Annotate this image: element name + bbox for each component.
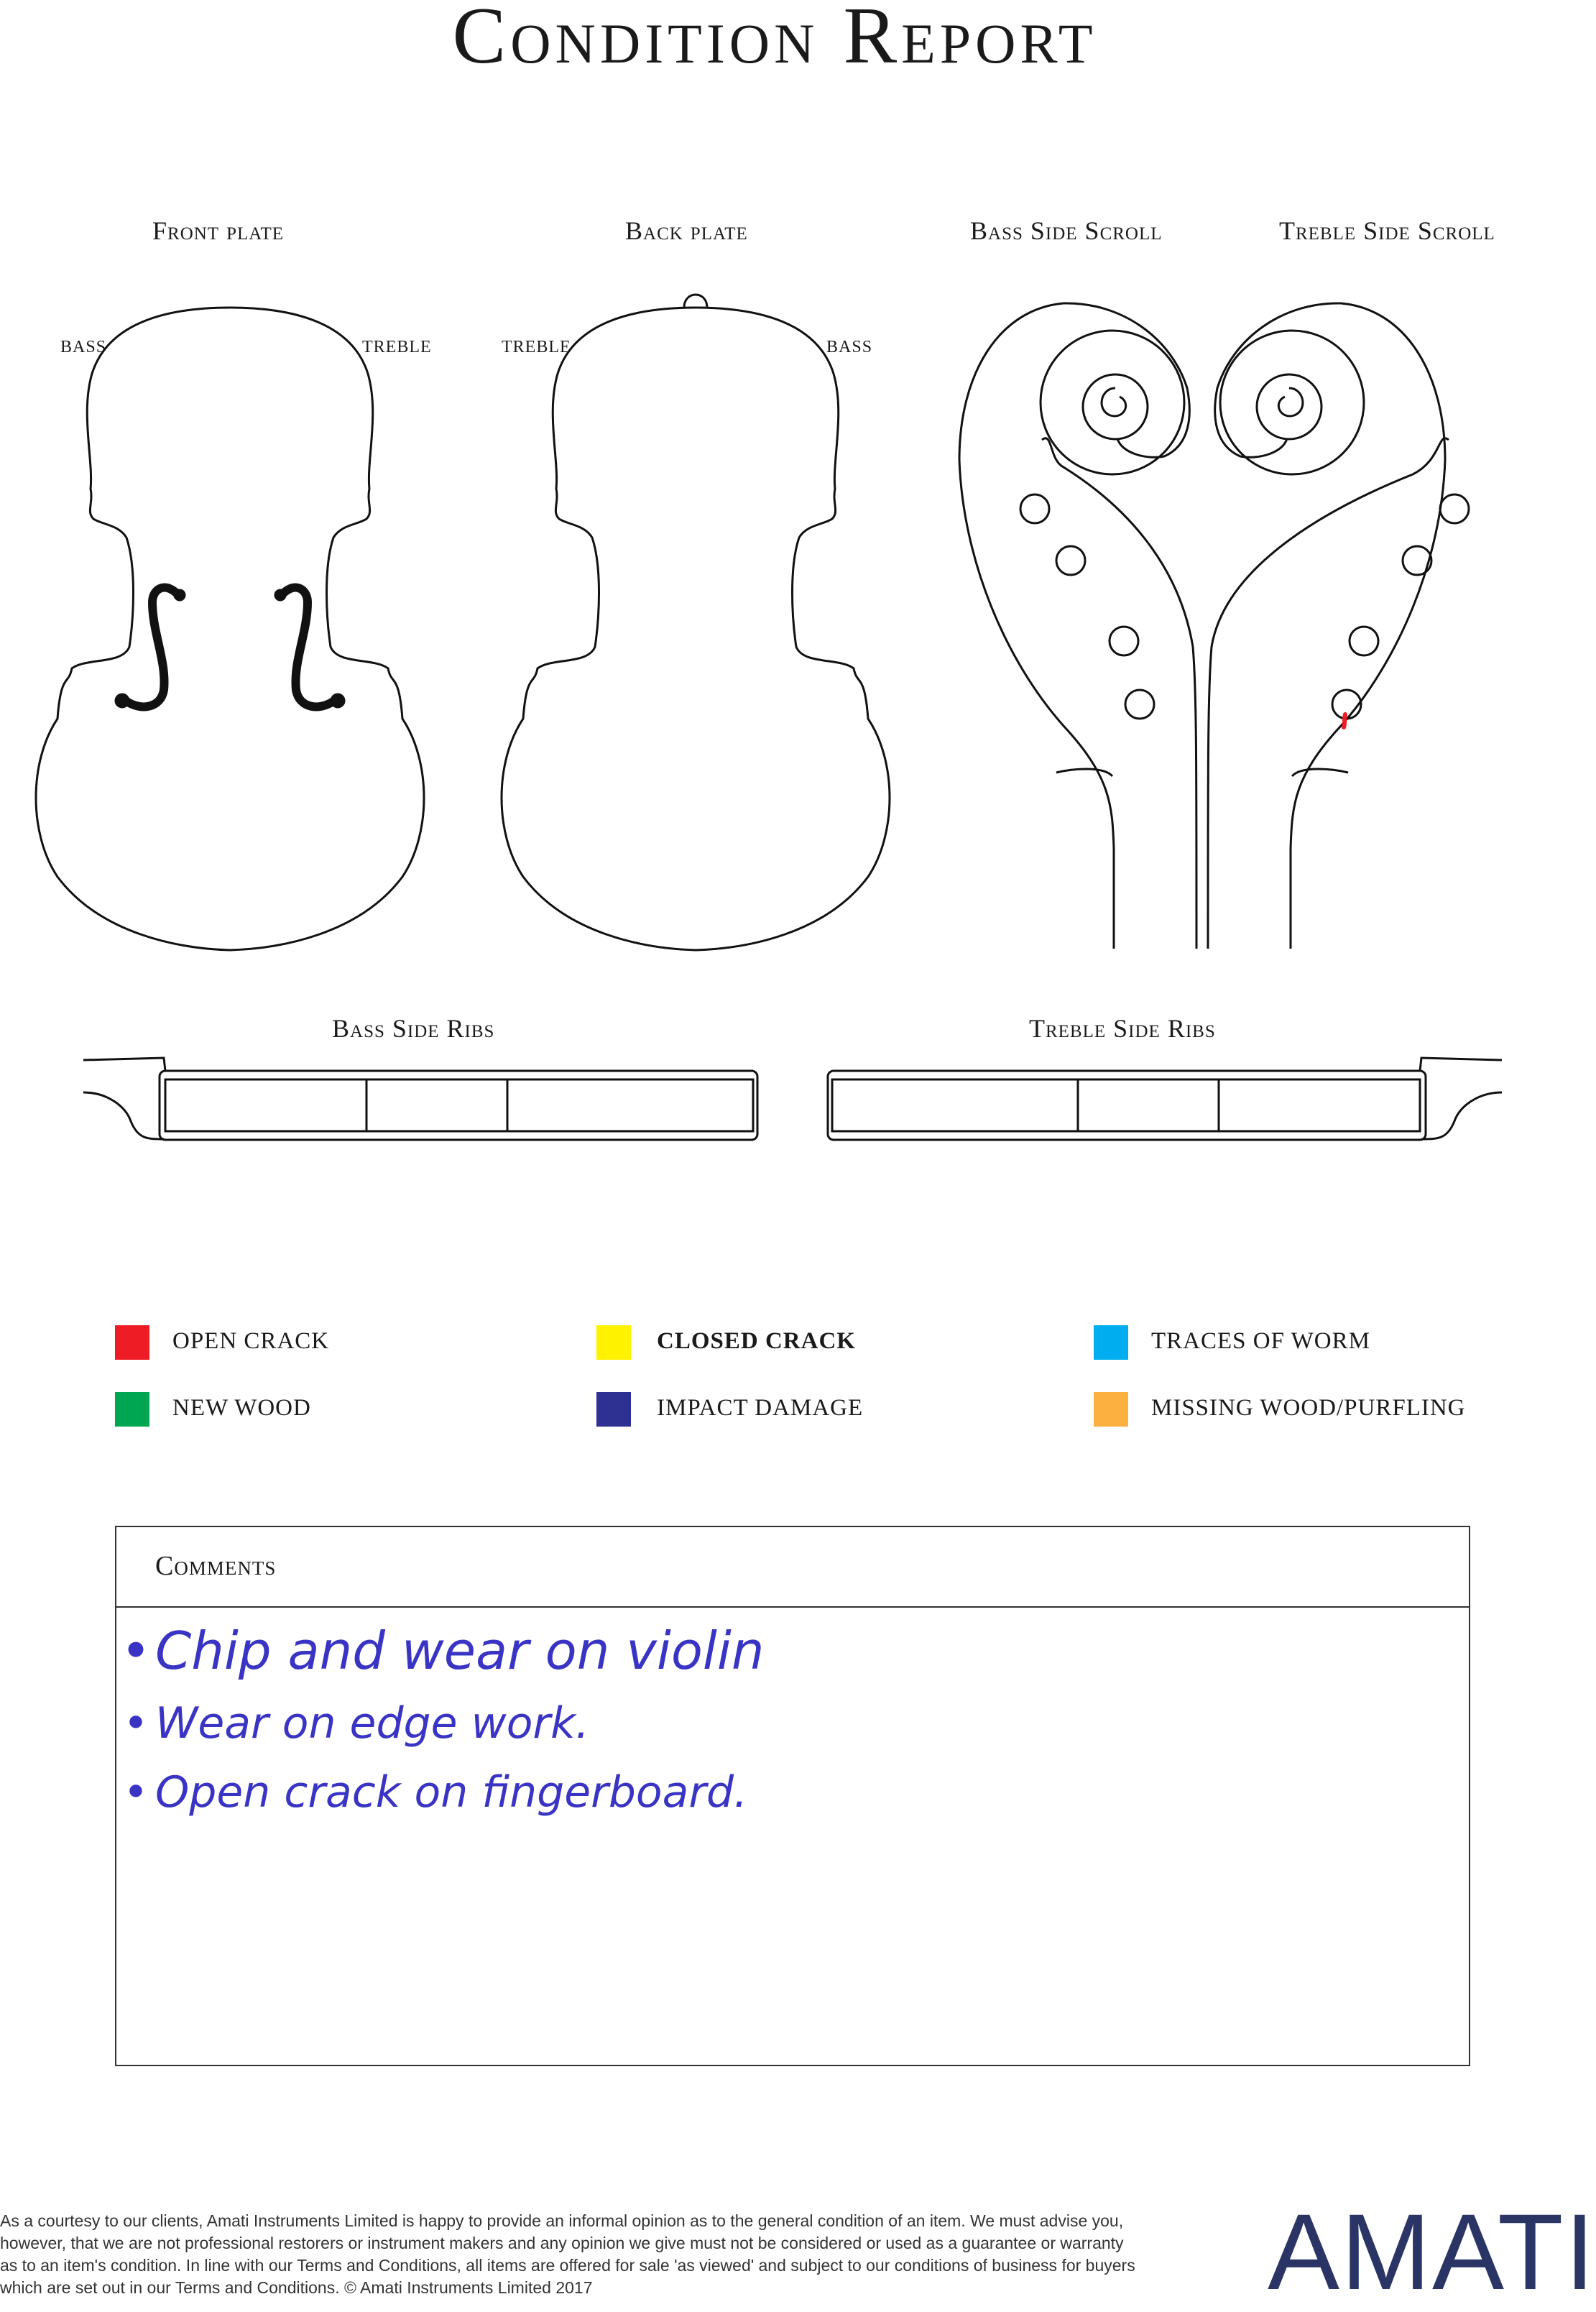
treble-side-ribs-label: Treble Side Ribs bbox=[1029, 1014, 1216, 1043]
back-plate-outline bbox=[502, 308, 890, 950]
back-plate-label: Back plate bbox=[625, 216, 748, 245]
f-hole-left-eye-top bbox=[175, 590, 185, 600]
legend-label-new-wood: NEW WOOD bbox=[172, 1395, 311, 1421]
legend-swatch-impact-damage bbox=[596, 1392, 631, 1427]
legend-label-missing-wood: MISSING WOOD/PURFLING bbox=[1151, 1395, 1466, 1421]
f-hole-left-eye-bottom bbox=[116, 694, 129, 707]
amati-logo: AMATI bbox=[1268, 2191, 1596, 2312]
disclaimer-text: As a courtesy to our clients, Amati Instruments Limited is happy to provide an informal opinion as to the general condition of an item. We must advise you, however, that we are not professional restorers or instrument makers and any opinion we give must not be considered or used as a guarantee or warranty as to an item's condition. In line with our Terms and Conditions, all items are offered for sale 'as viewed' and subject to our conditions of business for buyers which are set out in our Terms and Conditions. © Amati Instruments Limited 2017 bbox=[0, 2211, 1135, 2297]
bullet-icon: • bbox=[120, 1621, 152, 1681]
front-plate-label: Front plate bbox=[152, 216, 285, 245]
bass-side-ribs bbox=[83, 1058, 757, 1140]
comment-note bbox=[116, 1767, 747, 1818]
legend-label-traces-of-worm: TRACES OF WORM bbox=[1151, 1328, 1370, 1354]
back-plate-button bbox=[684, 295, 707, 308]
comment-note bbox=[116, 1698, 589, 1749]
bullet-icon: • bbox=[123, 1698, 149, 1749]
legend-label-impact-damage: IMPACT DAMAGE bbox=[657, 1395, 864, 1421]
page-title: Condition Report bbox=[452, 0, 1097, 80]
comment-note bbox=[116, 1621, 765, 1681]
bass-side-scroll-label: Bass Side Scroll bbox=[970, 216, 1163, 245]
legend-swatch-missing-wood bbox=[1094, 1392, 1128, 1427]
back-bass-label: BASS bbox=[826, 338, 873, 356]
comments-box bbox=[115, 1526, 1470, 2066]
treble-side-scroll-label: Treble Side Scroll bbox=[1279, 216, 1495, 245]
comment-text: Chip and wear on violin bbox=[155, 1621, 765, 1681]
legend-swatch-new-wood bbox=[115, 1392, 149, 1427]
front-bass-label: BASS bbox=[60, 338, 107, 356]
treble-side-scroll bbox=[1208, 303, 1469, 949]
front-plate-outline bbox=[36, 308, 424, 950]
legend-swatch-closed-crack bbox=[596, 1325, 631, 1360]
bass-side-ribs-label: Bass Side Ribs bbox=[332, 1014, 495, 1043]
comment-text: Wear on edge work. bbox=[155, 1698, 589, 1749]
front-treble-label: TREBLE bbox=[362, 338, 432, 356]
legend-swatch-open-crack bbox=[115, 1325, 149, 1360]
f-hole-right-eye-bottom bbox=[331, 694, 344, 707]
legend-label-closed-crack: CLOSED CRACK bbox=[657, 1328, 856, 1354]
comments-header bbox=[116, 1527, 1469, 1608]
damage-mark-open-crack bbox=[1344, 714, 1345, 727]
treble-side-ribs bbox=[828, 1058, 1502, 1140]
legend-label-open-crack: OPEN CRACK bbox=[172, 1328, 330, 1354]
back-treble-label: TREBLE bbox=[502, 338, 571, 356]
f-hole-right-eye-top bbox=[275, 590, 285, 600]
comment-text: Open crack on fingerboard. bbox=[155, 1767, 748, 1818]
comments-heading: Comments bbox=[155, 1551, 277, 1581]
legend-swatch-traces-of-worm bbox=[1094, 1325, 1128, 1360]
bass-side-scroll bbox=[959, 303, 1196, 949]
bullet-icon: • bbox=[123, 1767, 149, 1818]
